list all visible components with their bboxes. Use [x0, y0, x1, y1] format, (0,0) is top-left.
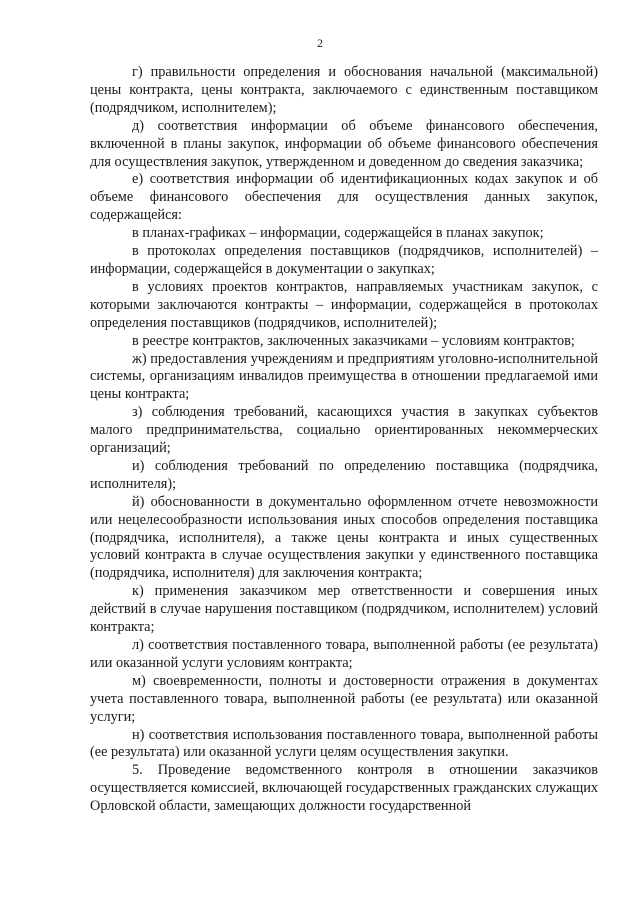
paragraph-n: н) соответствия использования поставленного товара, выполненной работы (ее результата) или оказанной услуги целям осуществления закупки. — [90, 726, 598, 761]
paragraph-5: 5. Проведение ведомственного контроля в отношении заказчиков осуществляется комиссией, включающей государственных гражданских служащих Орловской области, замещающих должности государственной — [90, 762, 598, 815]
paragraph-e: е) соответствия информации об идентификационных кодах закупок и об объеме финансового обеспечения для осуществления данных закупок, содержащейся: — [90, 171, 598, 224]
paragraph-m: м) своевременности, полноты и достоверности отражения в документах учета поставленного товара, выполненной работы (ее результата) или оказанной услуги; — [90, 672, 598, 725]
paragraph-l: л) соответствия поставленного товара, выполненной работы (ее результата) или оказанной услуги условиям контракта; — [90, 637, 598, 671]
paragraph-i: и) соблюдения требований по определению поставщика (подрядчика, исполнителя); — [90, 457, 598, 492]
paragraph-e-registry: в реестре контрактов, заключенных заказчиками – условиям контрактов; — [132, 332, 575, 349]
paragraph-y: й) обоснованности в документально оформленном отчете невозможности или нецелесообразности использования иных способов определения поставщика (подрядчика, исполнителя), а также цены контракта и иных существенных условий контракта в случае осуществления закупки у единственного поставщика (подрядчика, исполнителя) для заключения контракта; — [90, 493, 598, 582]
paragraph-g: г) правильности определения и обоснования начальной (максимальной) цены контракта, цены контракта, заключаемого с единственным поставщиком (подрядчиком, исполнителем); — [90, 64, 598, 116]
paragraph-e-protocols: в протоколах определения поставщиков (подрядчиков, исполнителей) – информации, содержащейся в документации о закупках; — [90, 243, 598, 277]
page-number: 2 — [317, 36, 323, 50]
paragraph-d: д) соответствия информации об объеме финансового обеспечения, включенной в планы закупок, информации об объеме финансового обеспечения для осуществления закупок, утвержденном и доведенном до сведения заказчика; — [90, 117, 598, 170]
document-body — [90, 64, 598, 816]
paragraph-e-plans: в планах-графиках – информации, содержащейся в планах закупок; — [132, 225, 544, 242]
paragraph-k: к) применения заказчиком мер ответственности и совершения иных действий в случае нарушения поставщиком (подрядчиком, исполнителем) условий контракта; — [90, 583, 598, 636]
paragraph-z: з) соблюдения требований, касающихся участия в закупках субъектов малого предпринимательства, социально ориентированных некоммерческих организаций; — [90, 404, 598, 457]
paragraph-zh: ж) предоставления учреждениям и предприятиям уголовно-исполнительной системы, организациям инвалидов преимущества в отношении предлагаемой ими цены контракта; — [90, 350, 598, 403]
paragraph-e-contract-drafts: в условиях проектов контрактов, направляемых участникам закупок, с которыми заключаются контракты – информации, содержащейся в протоколах определения поставщиков (подрядчиков, исполнителей); — [90, 278, 598, 331]
